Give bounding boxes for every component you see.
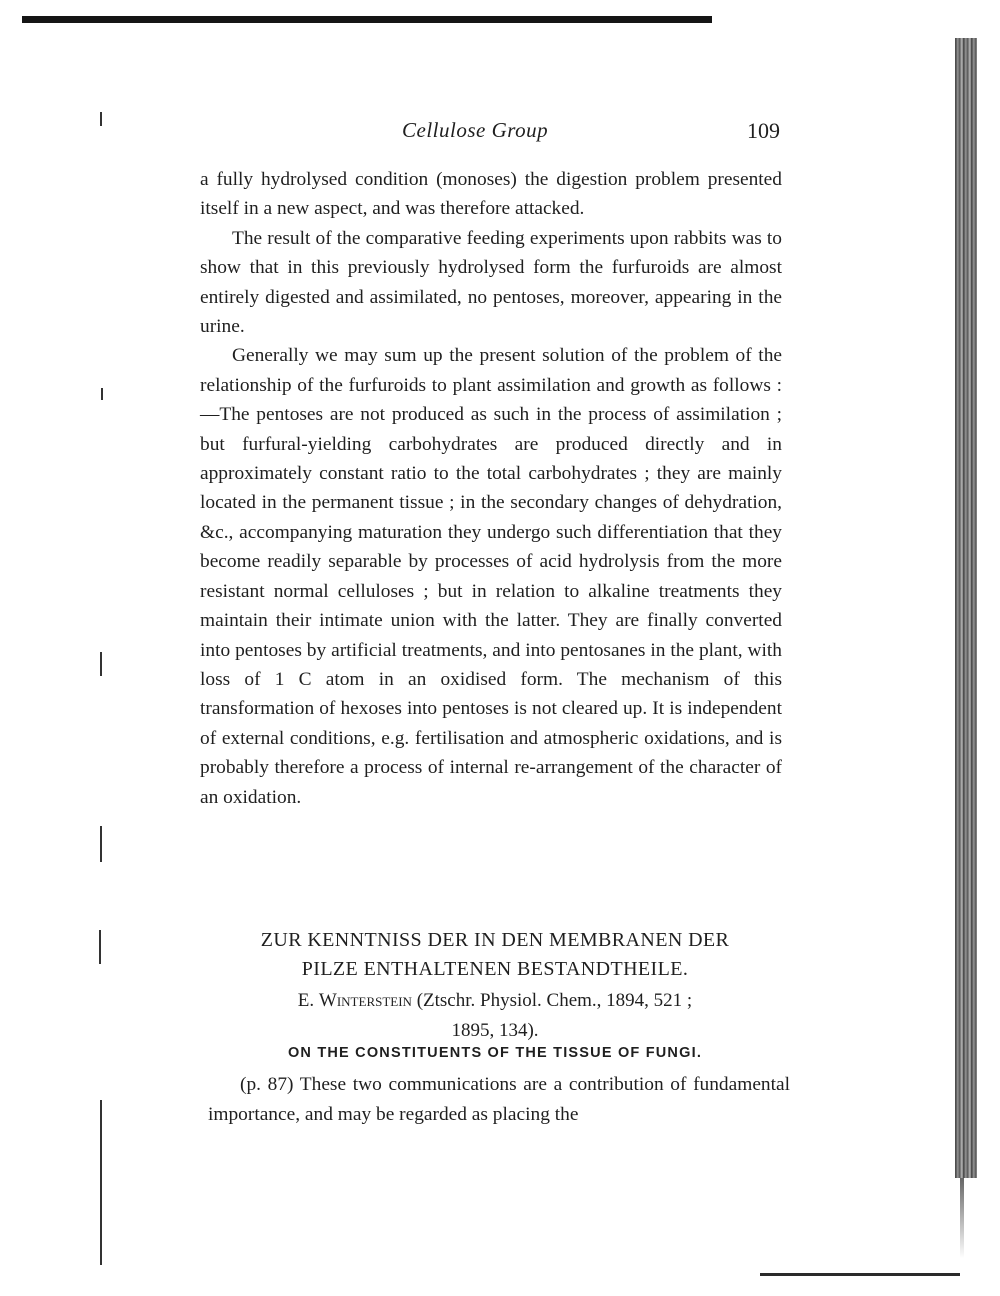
author-name: Winterstein xyxy=(318,990,412,1011)
page-edge-fade xyxy=(960,1178,964,1258)
citation xyxy=(200,986,790,1046)
paragraph-2: The result of the comparative feeding experiments upon rabbits was to show that in this previously hydrolysed form the furfuroids are almost entirely digested and assimilated, no pentoses, moreover, appearing in the urine. xyxy=(200,227,782,338)
page-header xyxy=(200,118,780,148)
opening-paragraph: (p. 87) These two communications are a contribution of fundamental importance, and may be regarded as placing the xyxy=(208,1074,790,1125)
section-subtitle: ON THE CONSTITUENTS OF THE TISSUE OF FUNGI. xyxy=(287,1045,703,1061)
top-scan-rule xyxy=(22,16,712,23)
opening-paragraph-container xyxy=(208,1070,790,1130)
body-text xyxy=(200,165,782,812)
left-margin-mark xyxy=(101,388,103,400)
left-margin-mark xyxy=(100,652,102,676)
left-margin-mark xyxy=(100,826,102,862)
left-margin-mark xyxy=(100,112,102,126)
section-title-line-1: ZUR KENNTNISS DER IN DEN MEMBRANEN DER xyxy=(260,929,730,951)
running-head: Cellulose Group xyxy=(402,118,549,142)
page-number: 109 xyxy=(747,118,780,143)
bottom-scan-rule xyxy=(760,1273,960,1276)
citation-line-2: 1895, 134). xyxy=(451,1020,539,1041)
citation-reference: (Ztschr. Physiol. Chem., 1894, 521 ; xyxy=(416,990,693,1011)
paragraph-3: Generally we may sum up the present solution of the problem of the relationship of the furfuroids to plant assimilation and growth as follows :—The pentoses are not produced as such in the process of assimilation ; but furfural-yielding carbohydrates are produced directly and in approximately constant ratio to the total carbohydrates ; they are mainly located in the permanent tissue ; in the secondary changes of dehydration, &c., accompanying maturation they undergo such differentiation that they become readily separable by processes of acid hydrolysis from the more resistant normal celluloses ; but in relation to alkaline treatments they maintain their intimate union with the latter. They are finally converted into pentoses by artificial treatments, and into pentosanes in the plant, with loss of 1 C atom in an oxidised form. The mechanism of this transformation of hexoses into pentoses is not cleared up. It is independent of external conditions, e.g. fertilisation and atmospheric oxidations, and is probably therefore a process of internal re-arrangement of the character of an oxidation. xyxy=(200,345,782,808)
citation-line-1 xyxy=(200,986,790,1016)
section-title xyxy=(200,926,790,984)
page-edge-shadow xyxy=(955,38,977,1178)
section-title-line-2: PILZE ENTHALTENEN BESTANDTHEILE. xyxy=(301,958,689,980)
paragraph-1: a fully hydrolysed condition (monoses) the digestion problem presented itself in a new aspect, and was therefore attacked. xyxy=(200,169,782,220)
author-initial: E. xyxy=(297,990,315,1011)
left-margin-mark xyxy=(100,1100,102,1265)
left-margin-mark xyxy=(99,930,101,964)
